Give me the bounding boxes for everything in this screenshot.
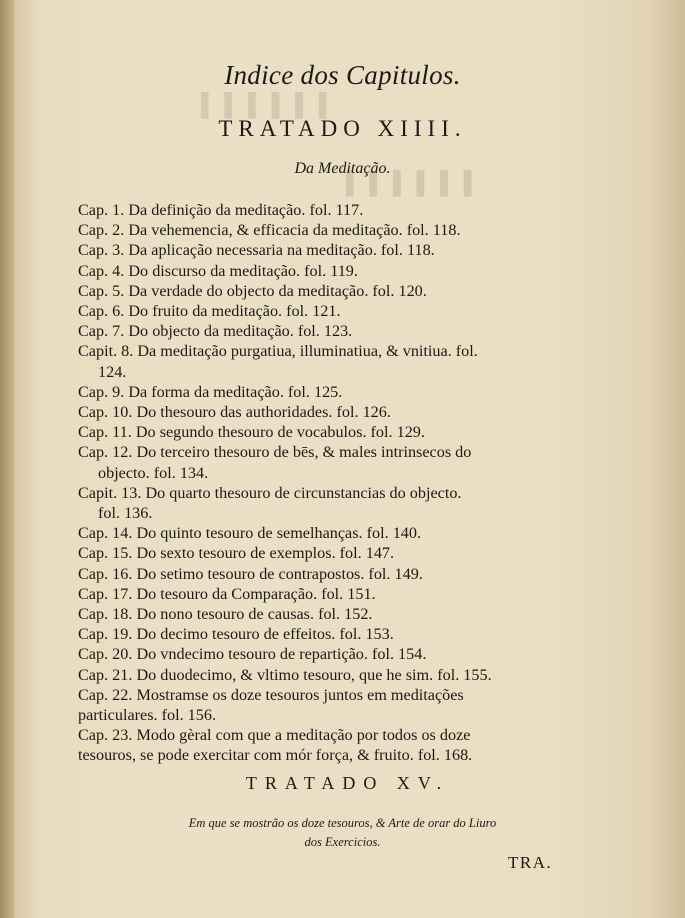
- chapter-label: Cap. 16.: [78, 564, 133, 583]
- chapter-title: Do objecto da meditação. fol. 123.: [128, 322, 353, 341]
- chapter-title: Do setimo tesouro de contrapostos. fol. 149.: [136, 564, 423, 583]
- chapter-entry: [78, 584, 570, 604]
- show-through-heading-2: ▌▌▌▌▌▌: [330, 170, 472, 195]
- chapter-entry: [78, 644, 570, 664]
- chapter-entry: [78, 624, 570, 644]
- chapter-entry: [78, 483, 570, 503]
- chapter-entry: [78, 725, 570, 745]
- chapter-label: Cap. 14.: [78, 524, 133, 543]
- chapter-label: Cap. 1.: [78, 201, 125, 219]
- chapter-title: Do thesouro das authoridades. fol. 126.: [136, 403, 391, 422]
- next-treatise-description: [0, 814, 685, 852]
- chapter-title: Do quinto tesouro de semelhanças. fol. 140.: [136, 524, 422, 543]
- next-treatise-desc-line2: dos Exercicios.: [304, 835, 381, 849]
- chapter-title: Do terceiro thesouro de bēs, & males intrinsecos do: [136, 443, 472, 462]
- chapter-title: Do quarto thesouro de circunstancias do objecto.: [145, 483, 462, 502]
- chapter-title: Mostramse os doze tesouros juntos em meditações: [136, 685, 464, 704]
- chapter-label: Capit. 8.: [78, 342, 134, 361]
- chapter-entry: [78, 685, 570, 705]
- chapter-continuation: 124.: [98, 362, 127, 381]
- chapter-title: Da verdade do objecto da meditação. fol. 120.: [128, 281, 427, 300]
- chapter-title: Do nono tesouro de causas. fol. 152.: [136, 605, 373, 624]
- chapter-entry: [78, 200, 570, 220]
- chapter-label: Cap. 17.: [78, 584, 133, 603]
- chapter-label: Cap. 21.: [78, 665, 133, 684]
- chapter-title: Do decimo tesouro de effeitos. fol. 153.: [136, 625, 394, 644]
- chapter-title: Da forma da meditação. fol. 125.: [128, 382, 343, 401]
- chapter-list: [78, 200, 570, 766]
- chapter-label: Cap. 2.: [78, 221, 125, 240]
- chapter-entry: [78, 281, 570, 301]
- chapter-entry: [78, 604, 570, 624]
- chapter-title: Da meditação purgatiua, illuminatiua, & vnitiua. fol.: [137, 342, 478, 361]
- chapter-label: Cap. 7.: [78, 322, 125, 341]
- chapter-entry: [78, 341, 570, 361]
- chapter-label: Cap. 5.: [78, 281, 125, 300]
- chapter-label: Cap. 9.: [78, 382, 125, 401]
- chapter-label: Cap. 18.: [78, 605, 133, 624]
- chapter-label: Cap. 19.: [78, 625, 133, 644]
- chapter-entry: [78, 402, 570, 422]
- running-head: Indice dos Capitulos.: [224, 60, 461, 90]
- chapter-label: Cap. 6.: [78, 302, 125, 321]
- chapter-entry: [78, 382, 570, 402]
- chapter-continuation: objecto. fol. 134.: [98, 463, 209, 482]
- chapter-label: Cap. 22.: [78, 685, 133, 704]
- next-treatise-heading: TRATADO XV.: [245, 773, 450, 793]
- chapter-continuation: particulares. fol. 156.: [78, 706, 216, 725]
- treatise-heading: TRATADO XIIII.: [218, 116, 467, 141]
- chapter-label: Cap. 10.: [78, 403, 133, 422]
- chapter-label: Cap. 11.: [78, 423, 132, 442]
- chapter-continuation: tesouros, se pode exercitar com mór força, & fruito. fol. 168.: [78, 746, 473, 765]
- chapter-entry: [78, 523, 570, 543]
- catchword: TRA.: [508, 853, 553, 872]
- chapter-continuation: fol. 136.: [98, 504, 153, 523]
- chapter-title: Do vndecimo tesouro de repartição. fol. 154.: [136, 645, 427, 664]
- chapter-entry: [78, 321, 570, 341]
- chapter-label: Cap. 15.: [78, 544, 133, 563]
- chapter-title: Do tesouro da Comparação. fol. 151.: [136, 584, 376, 603]
- chapter-title: Do sexto tesouro de exemplos. fol. 147.: [136, 544, 395, 563]
- chapter-title: Modo gèral com que a meditação por todos os doze: [136, 726, 471, 745]
- chapter-title: Da definição da meditação. fol. 117.: [128, 201, 364, 219]
- show-through-heading: ▌▌▌▌▌▌: [185, 92, 327, 117]
- next-treatise-desc-line1: Em que se mostrão os doze tesouros, & Arte de orar do Liuro: [188, 816, 497, 830]
- chapter-entry: [78, 240, 570, 260]
- chapter-label: Cap. 12.: [78, 443, 133, 462]
- chapter-entry: [78, 301, 570, 321]
- chapter-label: Capit. 13.: [78, 483, 142, 502]
- chapter-label: Cap. 20.: [78, 645, 133, 664]
- chapter-entry: [78, 665, 570, 685]
- chapter-entry: [78, 543, 570, 563]
- chapter-label: Cap. 4.: [78, 261, 125, 280]
- chapter-title: Do segundo thesouro de vocabulos. fol. 129.: [135, 423, 425, 442]
- chapter-entry: [78, 220, 570, 240]
- chapter-title: Da vehemencia, & efficacia da meditação. fol. 118.: [128, 221, 461, 240]
- chapter-label: Cap. 23.: [78, 726, 133, 745]
- chapter-entry: [78, 564, 570, 584]
- chapter-entry: [78, 442, 570, 462]
- chapter-entry: [78, 422, 570, 442]
- chapter-title: Do duodecimo, & vltimo tesouro, que he sim. fol. 155.: [136, 665, 492, 684]
- chapter-entry: [78, 261, 570, 281]
- treatise-subtitle: Da Meditação.: [294, 160, 391, 177]
- chapter-title: Do fruito da meditação. fol. 121.: [128, 302, 341, 321]
- chapter-title: Do discurso da meditação. fol. 119.: [128, 261, 358, 280]
- chapter-title: Da aplicação necessaria na meditação. fol. 118.: [128, 241, 435, 260]
- chapter-label: Cap. 3.: [78, 241, 125, 260]
